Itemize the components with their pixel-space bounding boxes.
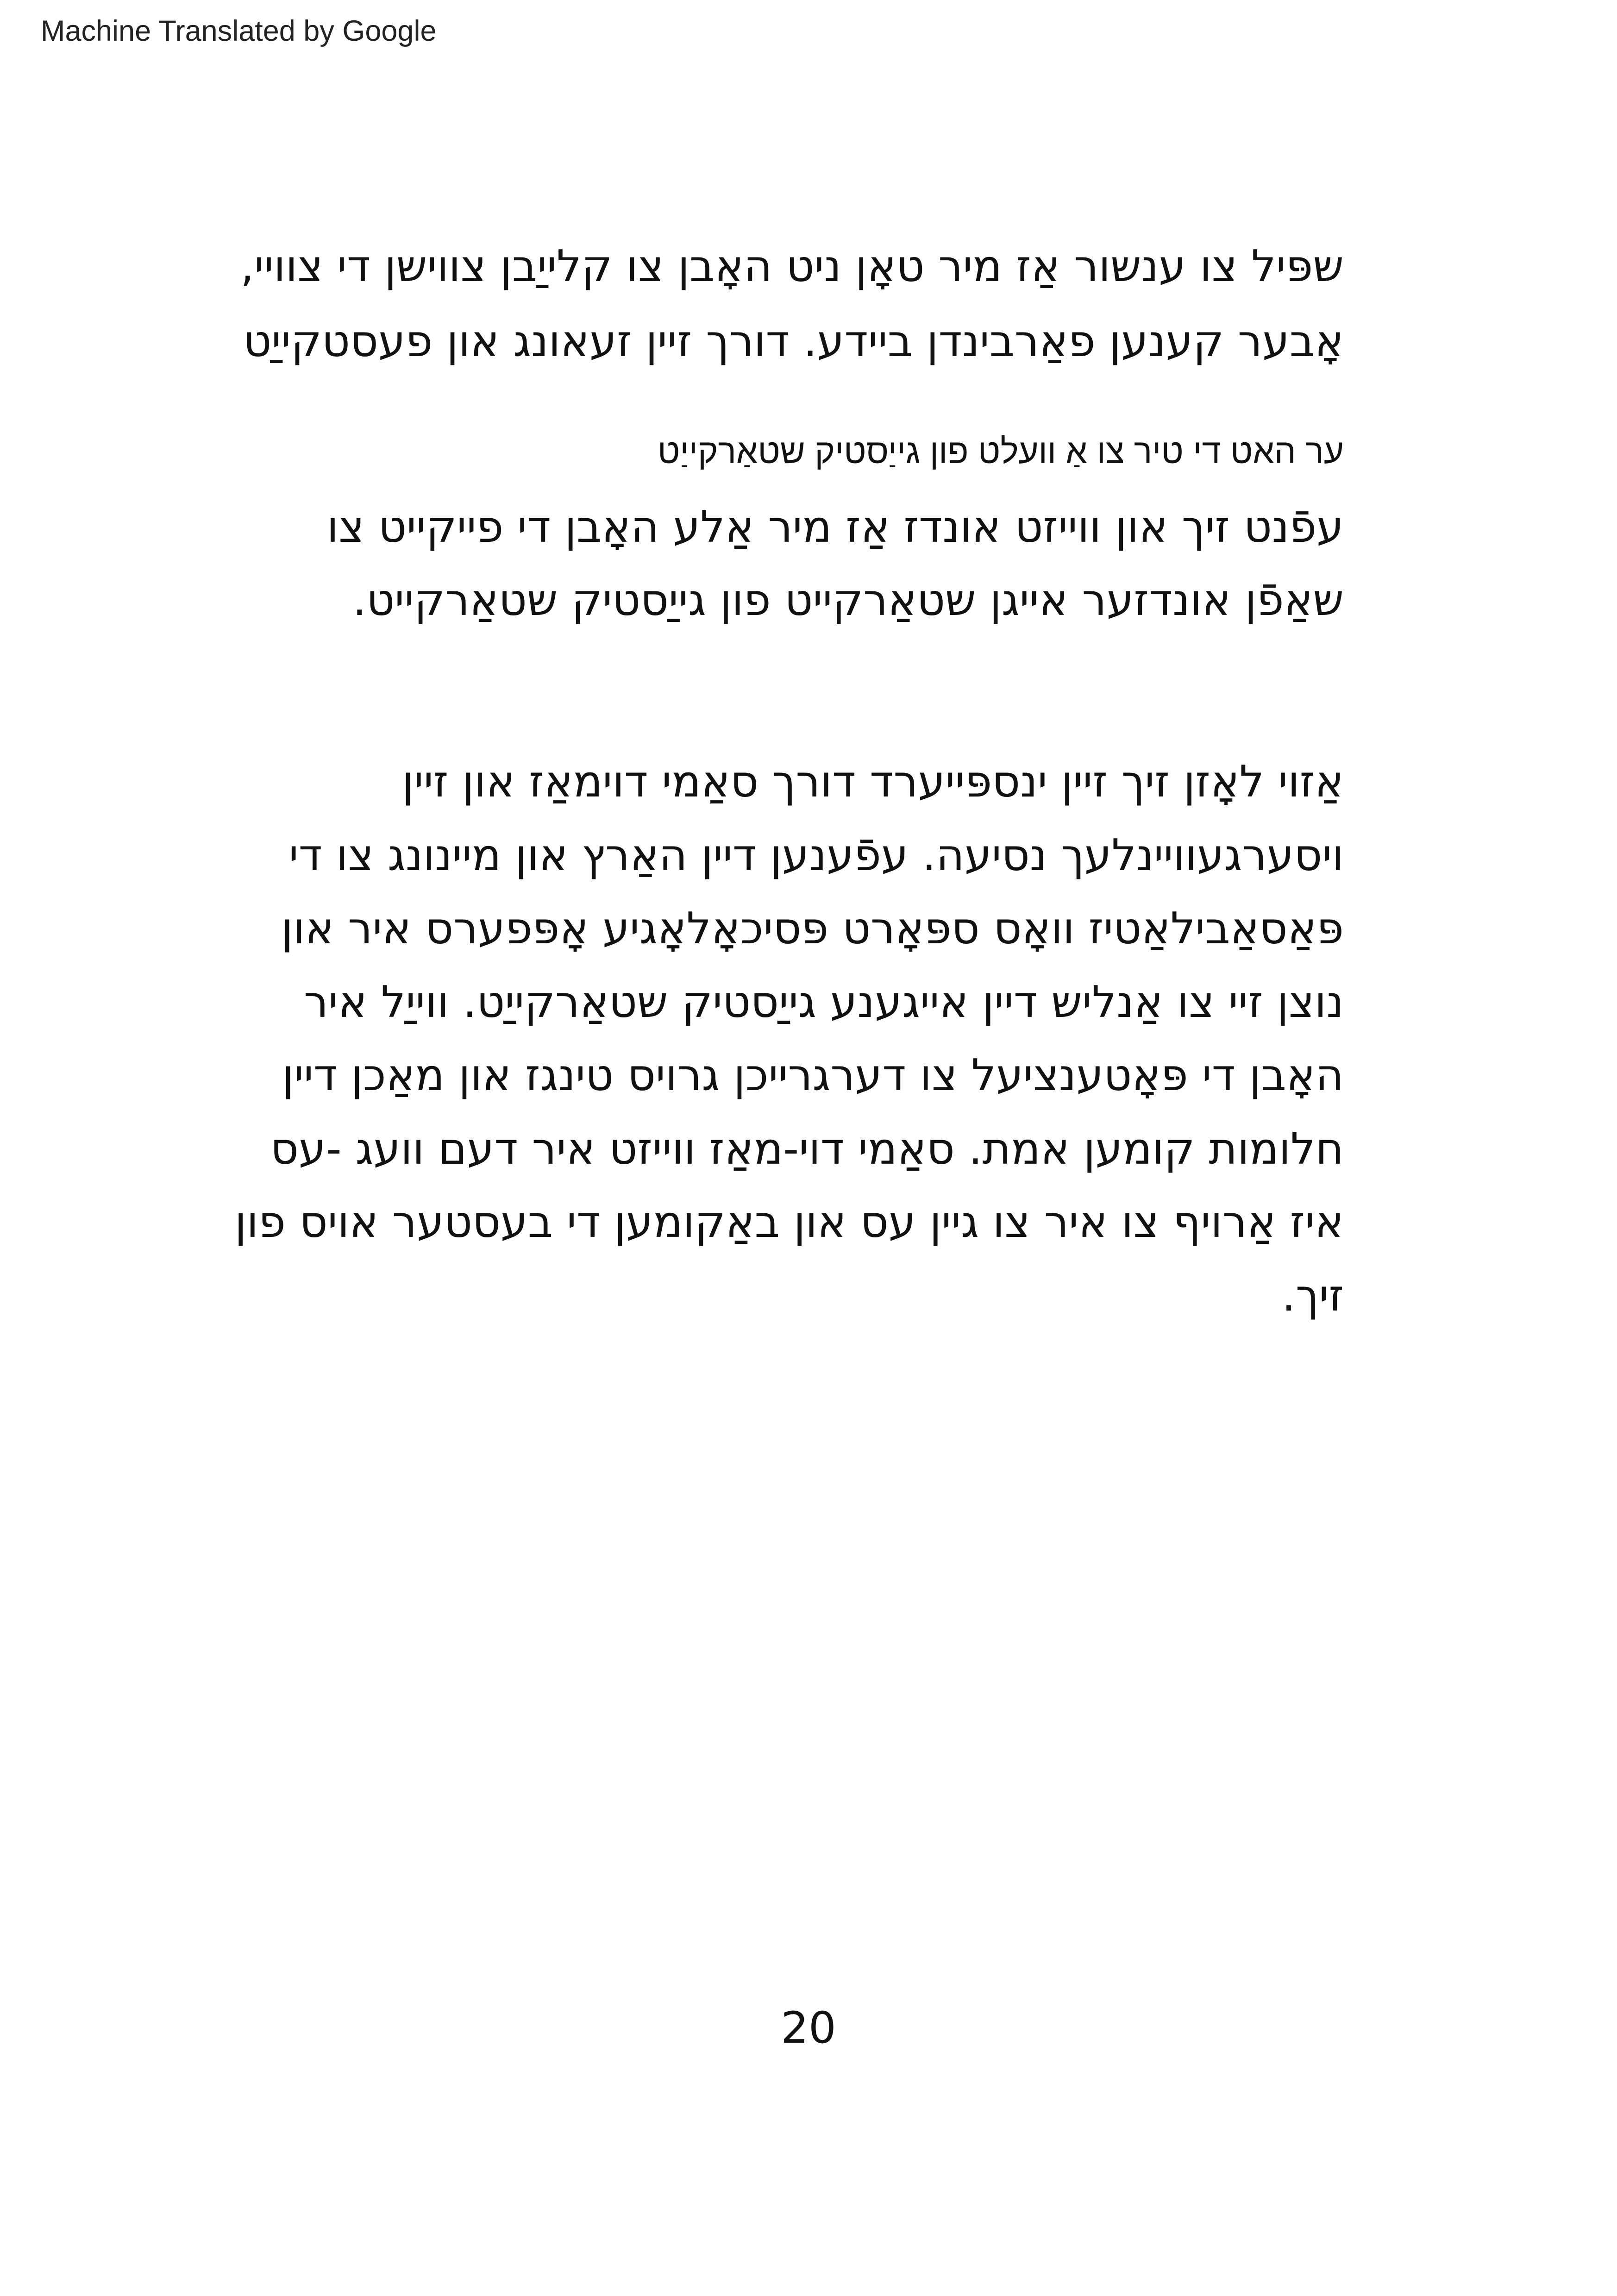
paragraph-3-line: איז אַרויף צו איר צו גיין עס און באַקומען די בעסטער אויס פון (234, 1197, 1344, 1248)
paragraph-3-line: נוצן זיי צו אַנליש דיין אייגענע גייַסטיק שטאַרקייַט. ווייַל איר (304, 977, 1344, 1028)
paragraph-2-line: שאַפֿן אונדזער אייגן שטאַרקייט פון גייַסטיק שטאַרקייט. (352, 575, 1344, 626)
paragraph-3-line: ויסערגעוויינלעך נסיעה. עפֿענען דיין האַרץ און מיינונג צו די (288, 830, 1344, 881)
paragraph-1 (240, 229, 1344, 379)
machine-translation-notice: Machine Translated by Google (41, 15, 437, 47)
paragraph-2-line: עפֿנט זיך און ווייזט אונדז אַז מיר אַלע האָבן די פייקייט צו (326, 502, 1344, 552)
page-number: 20 (781, 2003, 836, 2053)
paragraph-3-line: אַזוי לאָזן זיך זיין ינספּייערד דורך סאַמי דוימאַז און זיין (402, 757, 1344, 807)
section-subheading: ער האט די טיר צו אַ וועלט פון גייַסטיק שטאַרקייַט (658, 432, 1344, 470)
paragraph-1-line: שפּיל צו ענשור אַז מיר טאָן ניט האָבן צו קלייַבן צווישן די צוויי, (240, 241, 1344, 292)
paragraph-3 (234, 746, 1344, 1333)
paragraph-1-line: אָבער קענען פאַרבינדן ביידע. דורך זיין זעאונג און פעסטקייַט (243, 316, 1344, 367)
paragraph-3-line: פּאַסאַבילאַטיז וואָס ספּאָרט פּסיכאָלאָגיע אָפּפערס איר און (281, 903, 1344, 954)
paragraph-2 (260, 491, 1344, 637)
paragraph-3-line: האָבן די פּאָטענציעל צו דערגרייכן גרויס טינגז און מאַכן דיין (282, 1050, 1344, 1101)
paragraph-3-line: חלומות קומען אמת. סאַמי דוי-מאַז ווייזט איר דעם וועג -עס (270, 1123, 1344, 1174)
paragraph-3-line: זיך. (1282, 1270, 1344, 1321)
